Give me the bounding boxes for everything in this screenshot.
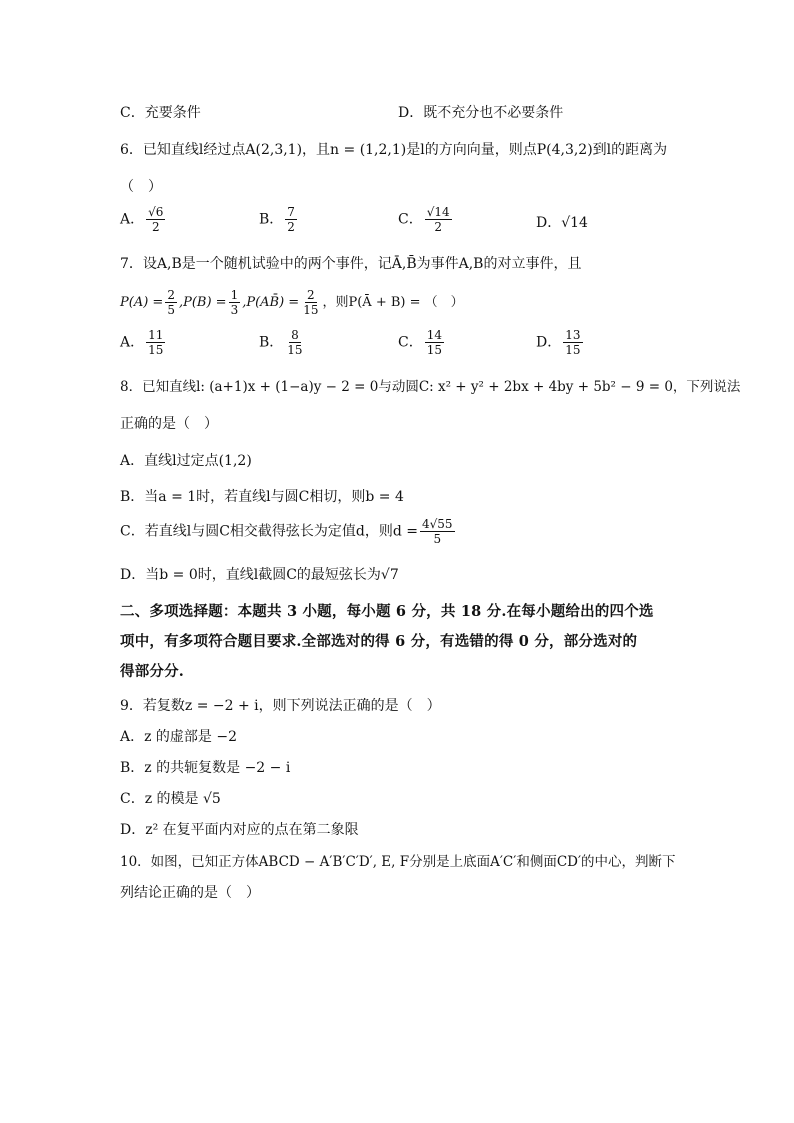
section-heading-line1: 二、多项选择题：本题共 3 小题，每小题 6 分，共 18 分.在每小题给出的四个选 bbox=[120, 603, 654, 620]
denominator: 3 bbox=[230, 303, 239, 317]
q8-stem: 8．已知直线l: (a+1)x + (1−a)y − 2 = 0与动圆C: x² + y² + 2bx + 4by + 5b² − 9 = 0，下列说法 bbox=[120, 379, 741, 395]
option-label: B． bbox=[259, 211, 284, 228]
denominator: 2 bbox=[287, 220, 295, 234]
q9-option-a: A．z 的虚部是 −2 bbox=[120, 729, 238, 745]
numerator: √14 bbox=[426, 205, 450, 219]
denominator: 15 bbox=[148, 343, 164, 357]
fraction bbox=[301, 288, 320, 317]
fraction bbox=[563, 328, 582, 357]
denominator: 5 bbox=[167, 303, 175, 317]
denominator: 15 bbox=[303, 303, 319, 317]
q6-option-d: D．√14 bbox=[536, 215, 588, 231]
numerator: 13 bbox=[565, 328, 581, 342]
fraction bbox=[146, 205, 165, 234]
q5-option-c: C．充要条件 bbox=[120, 105, 201, 121]
q6-stem: 6．已知直线l经过点A(2,3,1)，且n = (1,2,1)是l的方向向量，则点P(4,3,2)到l的距离为 bbox=[120, 142, 668, 158]
q6-option-a bbox=[120, 205, 167, 234]
numerator: 11 bbox=[148, 328, 164, 342]
section-heading-line2: 项中，有多项符合题目要求.全部选对的得 6 分，有选错的得 0 分，部分选对的 bbox=[120, 633, 638, 650]
fraction bbox=[229, 288, 241, 317]
q7-conditions bbox=[120, 288, 464, 317]
fraction bbox=[425, 328, 444, 357]
q8-option-b: B．当a = 1时，若直线l与圆C相切，则b = 4 bbox=[120, 489, 404, 505]
q8-option-c bbox=[120, 517, 457, 546]
q10-stem-cont: 列结论正确的是（ ） bbox=[120, 885, 260, 901]
q7-option-a bbox=[120, 328, 167, 357]
text: ,P(AB̄) = bbox=[242, 295, 300, 310]
denominator: 2 bbox=[434, 220, 442, 234]
fraction bbox=[146, 328, 165, 357]
fraction bbox=[165, 288, 177, 317]
text: ，则P(Ā + B) = （ ） bbox=[322, 295, 464, 310]
fraction bbox=[285, 328, 304, 357]
q7-stem: 7．设A,B是一个随机试验中的两个事件，记Ā,B̄为事件A,B的对立事件，且 bbox=[120, 256, 582, 272]
q7-option-c bbox=[398, 328, 446, 357]
q9-option-c: C．z 的模是 √5 bbox=[120, 791, 221, 807]
text: P(A) = bbox=[120, 295, 164, 310]
q9-option-d: D．z² 在复平面内对应的点在第二象限 bbox=[120, 822, 359, 838]
option-label: C． bbox=[398, 211, 423, 228]
numerator: 8 bbox=[291, 328, 299, 342]
numerator: √6 bbox=[148, 205, 164, 219]
numerator: 4√55 bbox=[422, 517, 453, 531]
q8-stem-cont: 正确的是（ ） bbox=[120, 416, 218, 432]
numerator: 7 bbox=[287, 205, 295, 219]
numerator: 14 bbox=[426, 328, 442, 342]
option-label: B． bbox=[259, 334, 284, 351]
q8-option-d: D．当b = 0时，直线l截圆C的最短弦长为√7 bbox=[120, 567, 399, 583]
numerator: 2 bbox=[167, 288, 175, 302]
denominator: 5 bbox=[433, 532, 442, 546]
q6-option-c bbox=[398, 205, 454, 234]
option-label: A． bbox=[120, 334, 145, 351]
q10-stem: 10．如图，已知正方体ABCD − A′B′C′D′, E, F分别是上底面A′C′和侧面CD′的中心，判断下 bbox=[120, 854, 676, 870]
option-label: A． bbox=[120, 211, 145, 228]
text: C．若直线l与圆C相交截得弦长为定值d，则d = bbox=[120, 523, 419, 540]
section-heading-line3: 得部分分. bbox=[120, 663, 185, 680]
denominator: 15 bbox=[565, 343, 581, 357]
fraction bbox=[285, 205, 297, 234]
denominator: 2 bbox=[151, 220, 160, 234]
fraction bbox=[420, 517, 455, 546]
q6-option-b bbox=[259, 205, 299, 234]
q7-option-b bbox=[259, 328, 307, 357]
numerator: 1 bbox=[230, 288, 239, 302]
q5-option-d: D．既不充分也不必要条件 bbox=[398, 105, 564, 121]
option-label: D． bbox=[536, 334, 562, 351]
q9-option-b: B．z 的共轭复数是 −2 − i bbox=[120, 760, 291, 776]
q8-option-a: A．直线l过定点(1,2) bbox=[120, 453, 252, 469]
denominator: 15 bbox=[426, 343, 442, 357]
text: ,P(B) = bbox=[178, 295, 227, 310]
q6-answer-paren: （ ） bbox=[120, 179, 162, 195]
q7-option-d bbox=[536, 328, 585, 357]
fraction bbox=[425, 205, 452, 234]
option-label: C． bbox=[398, 334, 423, 351]
q9-stem: 9．若复数z = −2 + i，则下列说法正确的是（ ） bbox=[120, 698, 441, 714]
numerator: 2 bbox=[307, 288, 315, 302]
denominator: 15 bbox=[287, 343, 303, 357]
